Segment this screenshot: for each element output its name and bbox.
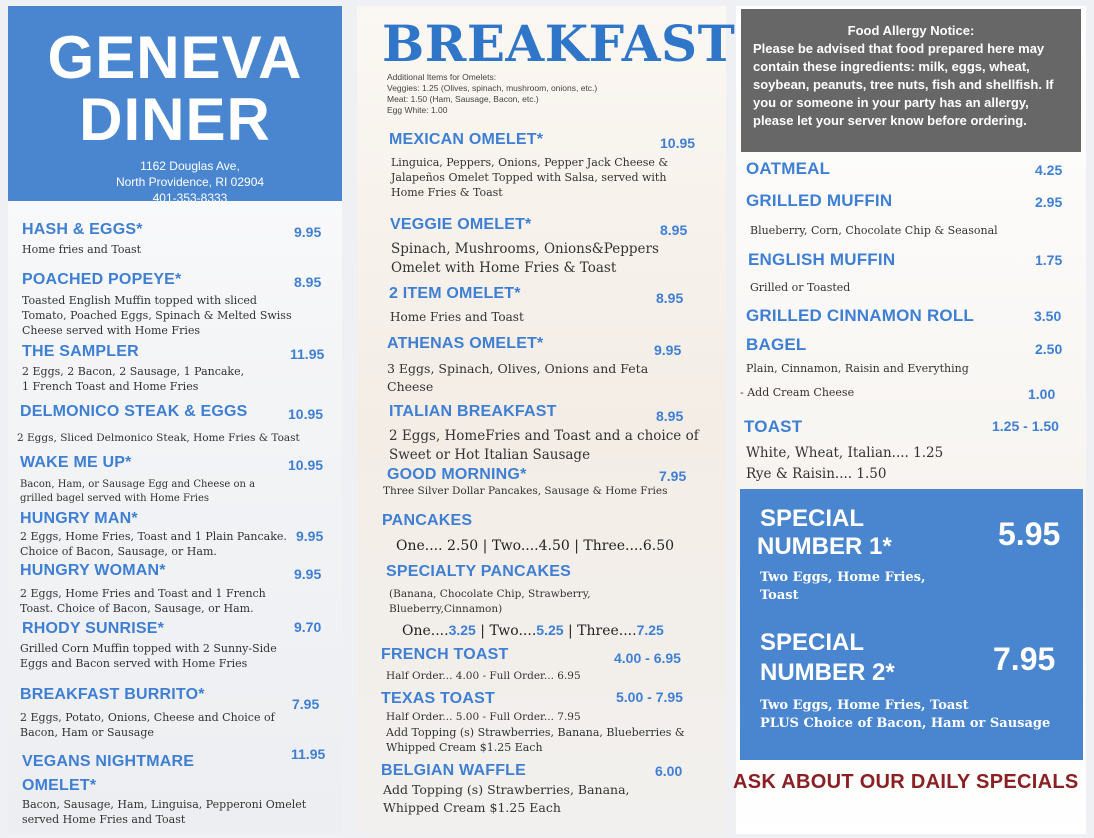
- item-price: 1.25 - 1.50: [992, 418, 1059, 434]
- special-2-desc-line2: PLUS Choice of Bacon, Ham or Sausage: [760, 716, 1051, 731]
- diner-logo-block: [8, 6, 342, 205]
- item-desc: Linguica, Peppers, Onions, Pepper Jack Cheese & Jalapeños Omelet Topped with Salsa, served with Home Fries & Toast: [391, 156, 669, 199]
- special-1-desc-line1: Two Eggs, Home Fries,: [760, 570, 926, 585]
- item-desc: 3 Eggs, Spinach, Olives, Onions and Feta Cheese: [387, 361, 649, 394]
- item-price: 11.95: [290, 346, 325, 362]
- item-name: TOAST: [744, 417, 803, 436]
- item-desc: Add Topping (s) Strawberries, Banana, Whipped Cream $1.25 Each: [383, 782, 630, 815]
- item-price: 10.95: [288, 457, 324, 473]
- item-name: GRILLED MUFFIN: [746, 191, 893, 210]
- special-2-title-line2: NUMBER 2*: [760, 659, 895, 686]
- diner-name-line1: GENEVA: [47, 24, 303, 91]
- special-2-desc-line1: Two Eggs, Home Fries, Toast: [760, 698, 969, 713]
- item-desc: White, Wheat, Italian.... 1.25: [746, 445, 944, 461]
- item-name: BAGEL: [746, 335, 807, 354]
- item-desc: Spinach, Mushrooms, Onions&Peppers Omelet with Home Fries & Toast: [391, 241, 659, 276]
- item-name: POACHED POPEYE*: [22, 271, 182, 288]
- breakfast-title: BREAKFAST: [382, 14, 736, 73]
- special-1-desc-line2: Toast: [760, 588, 799, 603]
- item-name: MEXICAN OMELET*: [389, 131, 544, 148]
- omelet-additional-items: [387, 72, 597, 116]
- item-name: ITALIAN BREAKFAST: [389, 403, 557, 420]
- item-price: 8.95: [294, 274, 322, 290]
- item-name: HUNGRY MAN*: [20, 510, 138, 527]
- item-desc: Home Fries and Toast: [390, 310, 524, 324]
- item-desc: Plain, Cinnamon, Raisin and Everything: [746, 362, 969, 375]
- item-price: 11.95: [291, 746, 326, 762]
- item-name: FRENCH TOAST: [381, 646, 509, 663]
- item-price: 5.00 - 7.95: [616, 689, 683, 705]
- item-name: THE SAMPLER: [22, 343, 139, 360]
- item-price: 3.50: [1034, 308, 1062, 324]
- item-price: 10.95: [660, 135, 696, 151]
- special-2-price: 7.95: [993, 641, 1056, 677]
- item-price: 9.95: [654, 342, 682, 358]
- item-name: WAKE ME UP*: [20, 454, 132, 471]
- daily-specials-callout: ASK ABOUT OUR DAILY SPECIALS: [733, 771, 1079, 793]
- item-price: 9.70: [294, 619, 322, 635]
- special-1-title-line2: NUMBER 1*: [757, 533, 892, 560]
- item-desc: 2 Eggs, Home Fries and Toast and 1 French Toast. Choice of Bacon, Sausage, or Ham.: [20, 587, 266, 615]
- diner-address-line1: 1162 Douglas Ave,: [140, 159, 240, 173]
- additional-line: Additional Items for Omelets:: [387, 72, 497, 82]
- item-name: ENGLISH MUFFIN: [748, 250, 896, 269]
- item-name: ATHENAS OMELET*: [387, 335, 544, 352]
- allergy-text: Please be advised that food prepared here may contain these ingredients: milk, eggs, wheat, soybean, peanuts, tree nuts, fish and shellfish. If you or someone in your party has an allergy, please let your server know before ordering.: [753, 41, 1054, 128]
- item-name-cont: OMELET*: [22, 777, 97, 794]
- pancake-prices: One.... 2.50 | Two....4.50 | Three....6.50: [396, 538, 675, 554]
- food-allergy-notice: [741, 9, 1081, 152]
- price-label: | Two....: [475, 623, 537, 639]
- price-value: 3.25: [448, 622, 476, 638]
- price-value: 5.25: [536, 622, 564, 638]
- item-name: SPECIALTY PANCAKES: [386, 563, 571, 580]
- item-name: OATMEAL: [746, 159, 831, 178]
- item-desc: Bacon, Sausage, Ham, Linguisa, Pepperoni Omelet served Home Fries and Toast: [22, 798, 307, 826]
- special-1-price: 5.95: [998, 516, 1061, 552]
- item-name: HASH & EGGS*: [22, 221, 143, 238]
- item-name: 2 ITEM OMELET*: [389, 285, 521, 302]
- additional-line: Egg White: 1.00: [387, 105, 448, 115]
- item-desc: Home fries and Toast: [22, 243, 142, 256]
- item-name: VEGGIE OMELET*: [390, 216, 532, 233]
- item-desc: Bacon, Ham, or Sausage Egg and Cheese on a grilled bagel served with Home Fries: [20, 479, 256, 504]
- item-desc: Toasted English Muffin topped with sliced Tomato, Poached Eggs, Spinach & Melted Swiss Cheese served with Home Fries: [22, 294, 292, 337]
- price-label: One....: [402, 623, 449, 639]
- additional-line: Veggies: 1.25 (Olives, spinach, mushroom, onions, etc.): [387, 83, 598, 93]
- diner-address-line2: North Providence, RI 02904: [115, 175, 265, 189]
- item-price: 4.25: [1035, 162, 1063, 178]
- bagel-addon-price: 1.00: [1028, 386, 1056, 402]
- item-name: BELGIAN WAFFLE: [381, 762, 527, 779]
- item-name: HUNGRY WOMAN*: [20, 562, 166, 579]
- bagel-addon: - Add Cream Cheese: [740, 386, 855, 399]
- item-price: 6.00: [655, 763, 683, 779]
- item-desc: 2 Eggs, 2 Bacon, 2 Sausage, 1 Pancake, 1 French Toast and Home Fries: [22, 365, 245, 393]
- item-name: VEGANS NIGHTMARE: [22, 753, 195, 770]
- item-desc: (Banana, Chocolate Chip, Strawberry, Blueberry,Cinnamon): [389, 588, 591, 615]
- item-price: 1.75: [1035, 252, 1063, 268]
- item-name: BREAKFAST BURRITO*: [20, 686, 205, 703]
- item-desc: 2 Eggs, Sliced Delmonico Steak, Home Fries & Toast: [17, 432, 300, 444]
- specialty-pancake-prices: [402, 622, 664, 639]
- item-name: GOOD MORNING*: [387, 466, 527, 483]
- additional-line: Meat: 1.50 (Ham, Sausage, Bacon, etc.): [387, 94, 539, 104]
- price-label: | Three....: [563, 623, 637, 639]
- item-name: TEXAS TOAST: [381, 690, 495, 707]
- item-price: 8.95: [660, 222, 688, 238]
- specials-panel: [740, 489, 1083, 760]
- item-price: 9.95: [294, 224, 322, 240]
- item-price: 10.95: [288, 406, 324, 422]
- item-desc: Grilled or Toasted: [750, 281, 851, 294]
- special-2-title-line1: SPECIAL: [760, 629, 865, 656]
- item-name: PANCAKES: [382, 512, 473, 529]
- price-value: 7.25: [636, 622, 664, 638]
- item-desc-extra: Rye & Raisin.... 1.50: [746, 466, 887, 482]
- item-price: 7.95: [292, 696, 320, 712]
- item-name: RHODY SUNRISE*: [22, 620, 165, 637]
- allergy-title: Food Allergy Notice:: [847, 23, 975, 38]
- item-desc-extra: Add Topping (s) Strawberries, Banana, Blueberries & Whipped Cream $1.25 Each: [386, 726, 685, 754]
- item-desc: Blueberry, Corn, Chocolate Chip & Seasonal: [750, 224, 998, 237]
- item-desc: 2 Eggs, HomeFries and Toast and a choice of Sweet or Hot Italian Sausage: [389, 428, 699, 463]
- item-desc: 2 Eggs, Home Fries, Toast and 1 Plain Pancake. Choice of Bacon, Sausage, or Ham.: [20, 530, 287, 558]
- item-price: 4.00 - 6.95: [614, 650, 681, 666]
- item-price: 7.95: [659, 468, 687, 484]
- item-price: 2.50: [1035, 341, 1063, 357]
- item-name: GRILLED CINNAMON ROLL: [746, 306, 975, 325]
- item-desc: Half Order... 5.00 - Full Order... 7.95: [386, 711, 581, 723]
- item-price: 9.95: [294, 566, 322, 582]
- item-price: 8.95: [656, 408, 684, 424]
- item-desc: Three Silver Dollar Pancakes, Sausage & Home Fries: [383, 485, 668, 497]
- item-name: DELMONICO STEAK & EGGS: [20, 403, 248, 420]
- item-desc: Half Order... 4.00 - Full Order... 6.95: [386, 670, 581, 682]
- item-price: 9.95: [296, 528, 324, 544]
- special-1-title-line1: SPECIAL: [760, 505, 865, 532]
- item-price: 2.95: [1035, 194, 1063, 210]
- item-price: 8.95: [656, 290, 684, 306]
- item-desc: 2 Eggs, Potato, Onions, Cheese and Choice of Bacon, Ham or Sausage: [20, 711, 275, 739]
- diner-phone: 401-353-8333: [152, 191, 228, 205]
- diner-name-line2: DINER: [79, 86, 271, 153]
- item-desc: Grilled Corn Muffin topped with 2 Sunny-Side Eggs and Bacon served with Home Fries: [20, 642, 277, 670]
